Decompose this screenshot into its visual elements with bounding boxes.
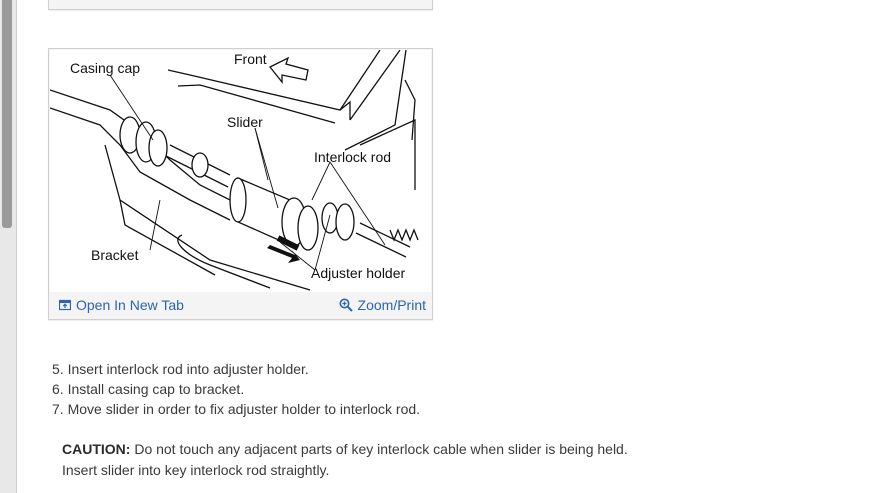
zoom-print-link[interactable] <box>339 297 426 313</box>
caution-line-1: Do not touch any adjacent parts of key interlock cable when slider is being held. <box>134 441 628 457</box>
caution-line-2: Insert slider into key interlock rod straightly. <box>62 462 330 478</box>
open-in-new-tab-link[interactable] <box>59 297 184 313</box>
open-link-label: Open In New Tab <box>76 297 184 313</box>
open-in-new-tab-icon <box>59 299 71 311</box>
label-casing-cap: Casing cap <box>70 60 141 76</box>
label-slider: Slider <box>227 114 263 130</box>
zoom-icon <box>339 298 353 312</box>
step-item: 6. Install casing cap to bracket. <box>52 381 245 397</box>
caution-note <box>62 439 628 481</box>
zoom-link-label: Zoom/Print <box>357 297 426 313</box>
procedure-steps <box>52 359 420 419</box>
step-item: 5. Insert interlock rod into adjuster holder. <box>52 361 309 377</box>
label-adjuster-holder: Adjuster holder <box>311 265 406 281</box>
figure-card <box>48 48 433 320</box>
caution-label: CAUTION: <box>62 441 131 457</box>
step-item: 7. Move slider in order to fix adjuster holder to interlock rod. <box>52 401 421 417</box>
figure-footer <box>49 292 432 319</box>
key-interlock-diagram[interactable] <box>50 50 431 292</box>
previous-figure-card <box>48 0 433 10</box>
previous-figure-footer <box>49 0 432 9</box>
label-front: Front <box>234 51 267 67</box>
label-bracket: Bracket <box>91 247 139 263</box>
label-interlock-rod: Interlock rod <box>314 149 392 165</box>
left-scrollbar[interactable] <box>0 0 17 493</box>
scrollbar-thumb[interactable] <box>2 0 12 228</box>
